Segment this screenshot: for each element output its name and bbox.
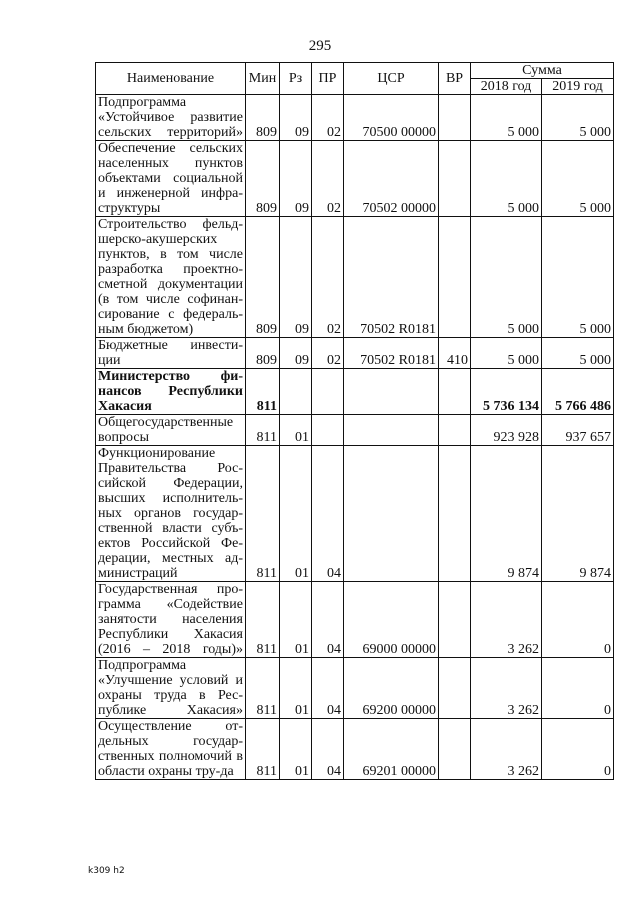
row-vr <box>439 141 471 217</box>
row-vr: 410 <box>439 338 471 369</box>
row-vr <box>439 415 471 446</box>
header-min: Мин <box>246 63 280 95</box>
row-csr: 69000 00000 <box>344 582 439 658</box>
row-2019: 0 <box>542 719 614 780</box>
table-row <box>96 582 614 658</box>
row-pr: 02 <box>312 217 344 338</box>
row-vr <box>439 95 471 141</box>
page-number: 295 <box>308 38 332 54</box>
row-2018: 3 262 <box>471 719 542 780</box>
row-2019: 0 <box>542 582 614 658</box>
row-pr: 04 <box>312 719 344 780</box>
row-2019: 9 874 <box>542 446 614 582</box>
header-name: Наименование <box>96 63 246 95</box>
row-vr <box>439 369 471 415</box>
row-rz: 01 <box>280 446 312 582</box>
row-min: 809 <box>246 338 280 369</box>
row-min: 809 <box>246 141 280 217</box>
row-2019: 5 000 <box>542 141 614 217</box>
row-csr <box>344 415 439 446</box>
row-min: 811 <box>246 415 280 446</box>
row-rz: 09 <box>280 141 312 217</box>
row-csr: 70502 00000 <box>344 141 439 217</box>
row-pr: 02 <box>312 95 344 141</box>
row-pr: 02 <box>312 141 344 217</box>
row-csr: 69201 00000 <box>344 719 439 780</box>
row-2018: 5 000 <box>471 338 542 369</box>
row-csr <box>344 446 439 582</box>
row-2018: 3 262 <box>471 582 542 658</box>
row-min: 811 <box>246 582 280 658</box>
row-2019: 5 000 <box>542 95 614 141</box>
row-pr: 04 <box>312 446 344 582</box>
row-name: Общегосударственные вопросы <box>96 415 246 446</box>
row-name: Осуществление от-дельных государ-ственных полномочий в области охраны тру-да <box>96 719 246 780</box>
header-csr: ЦСР <box>344 63 439 95</box>
row-2018: 3 262 <box>471 658 542 719</box>
row-name: Государственная про-грамма «Содействие занятости населения Республики Хакасия (2016 – 2018 годы)» <box>96 582 246 658</box>
row-rz: 01 <box>280 582 312 658</box>
row-2019: 5 766 486 <box>542 369 614 415</box>
row-vr <box>439 582 471 658</box>
table-row <box>96 338 614 369</box>
row-2018: 5 000 <box>471 141 542 217</box>
row-csr: 69200 00000 <box>344 658 439 719</box>
row-pr: 02 <box>312 338 344 369</box>
table-row <box>96 95 614 141</box>
header-pr: ПР <box>312 63 344 95</box>
row-csr: 70502 R0181 <box>344 217 439 338</box>
row-csr: 70500 00000 <box>344 95 439 141</box>
header-year-2019: 2019 год <box>542 79 614 95</box>
row-name: Министерство фи-нансов Республики Хакасия <box>96 369 246 415</box>
budget-table <box>95 62 614 780</box>
table-row <box>96 415 614 446</box>
row-rz: 09 <box>280 338 312 369</box>
row-min: 809 <box>246 95 280 141</box>
row-2018: 5 736 134 <box>471 369 542 415</box>
row-rz <box>280 369 312 415</box>
row-rz: 01 <box>280 719 312 780</box>
row-min: 811 <box>246 446 280 582</box>
row-rz: 09 <box>280 95 312 141</box>
row-2019: 5 000 <box>542 338 614 369</box>
row-vr <box>439 719 471 780</box>
row-name: Строительство фельд-шерско-акушерских пунктов, в том числе разработка проектно-сметной документации (в том числе софинан-сирование с федераль-ным бюджетом) <box>96 217 246 338</box>
row-pr <box>312 415 344 446</box>
header-vr: ВР <box>439 63 471 95</box>
row-vr <box>439 217 471 338</box>
row-csr <box>344 369 439 415</box>
row-name: Подпрограмма «Устойчивое развитие сельских территорий» <box>96 95 246 141</box>
row-name: Подпрограмма «Улучшение условий и охраны труда в Рес-публике Хакасия» <box>96 658 246 719</box>
row-pr <box>312 369 344 415</box>
row-2019: 0 <box>542 658 614 719</box>
row-rz: 01 <box>280 658 312 719</box>
table-row <box>96 658 614 719</box>
row-name: Обеспечение сельских населенных пунктов объектами социальной и инженерной инфра-структуры <box>96 141 246 217</box>
header-rz: Рз <box>280 63 312 95</box>
row-2019: 937 657 <box>542 415 614 446</box>
row-2018: 923 928 <box>471 415 542 446</box>
row-csr: 70502 R0181 <box>344 338 439 369</box>
row-rz: 09 <box>280 217 312 338</box>
row-name: Функционирование Правительства Рос-сийской Федерации, высших исполнитель-ных органов государ-ственной власти субъ-ектов Российской Фе-дерации, местных ад-министраций <box>96 446 246 582</box>
row-vr <box>439 446 471 582</box>
row-min: 811 <box>246 719 280 780</box>
row-2018: 5 000 <box>471 95 542 141</box>
footer-code: k309 h2 <box>88 866 125 876</box>
row-name: Бюджетные инвести-ции <box>96 338 246 369</box>
row-rz: 01 <box>280 415 312 446</box>
row-pr: 04 <box>312 582 344 658</box>
row-vr <box>439 658 471 719</box>
header-row-top <box>96 63 614 79</box>
row-pr: 04 <box>312 658 344 719</box>
table-row <box>96 217 614 338</box>
table-row <box>96 369 614 415</box>
table-row <box>96 141 614 217</box>
header-sum: Сумма <box>471 63 614 79</box>
row-2019: 5 000 <box>542 217 614 338</box>
row-min: 809 <box>246 217 280 338</box>
row-2018: 5 000 <box>471 217 542 338</box>
header-year-2018: 2018 год <box>471 79 542 95</box>
table-row <box>96 719 614 780</box>
table-row <box>96 446 614 582</box>
row-min: 811 <box>246 369 280 415</box>
row-min: 811 <box>246 658 280 719</box>
row-2018: 9 874 <box>471 446 542 582</box>
